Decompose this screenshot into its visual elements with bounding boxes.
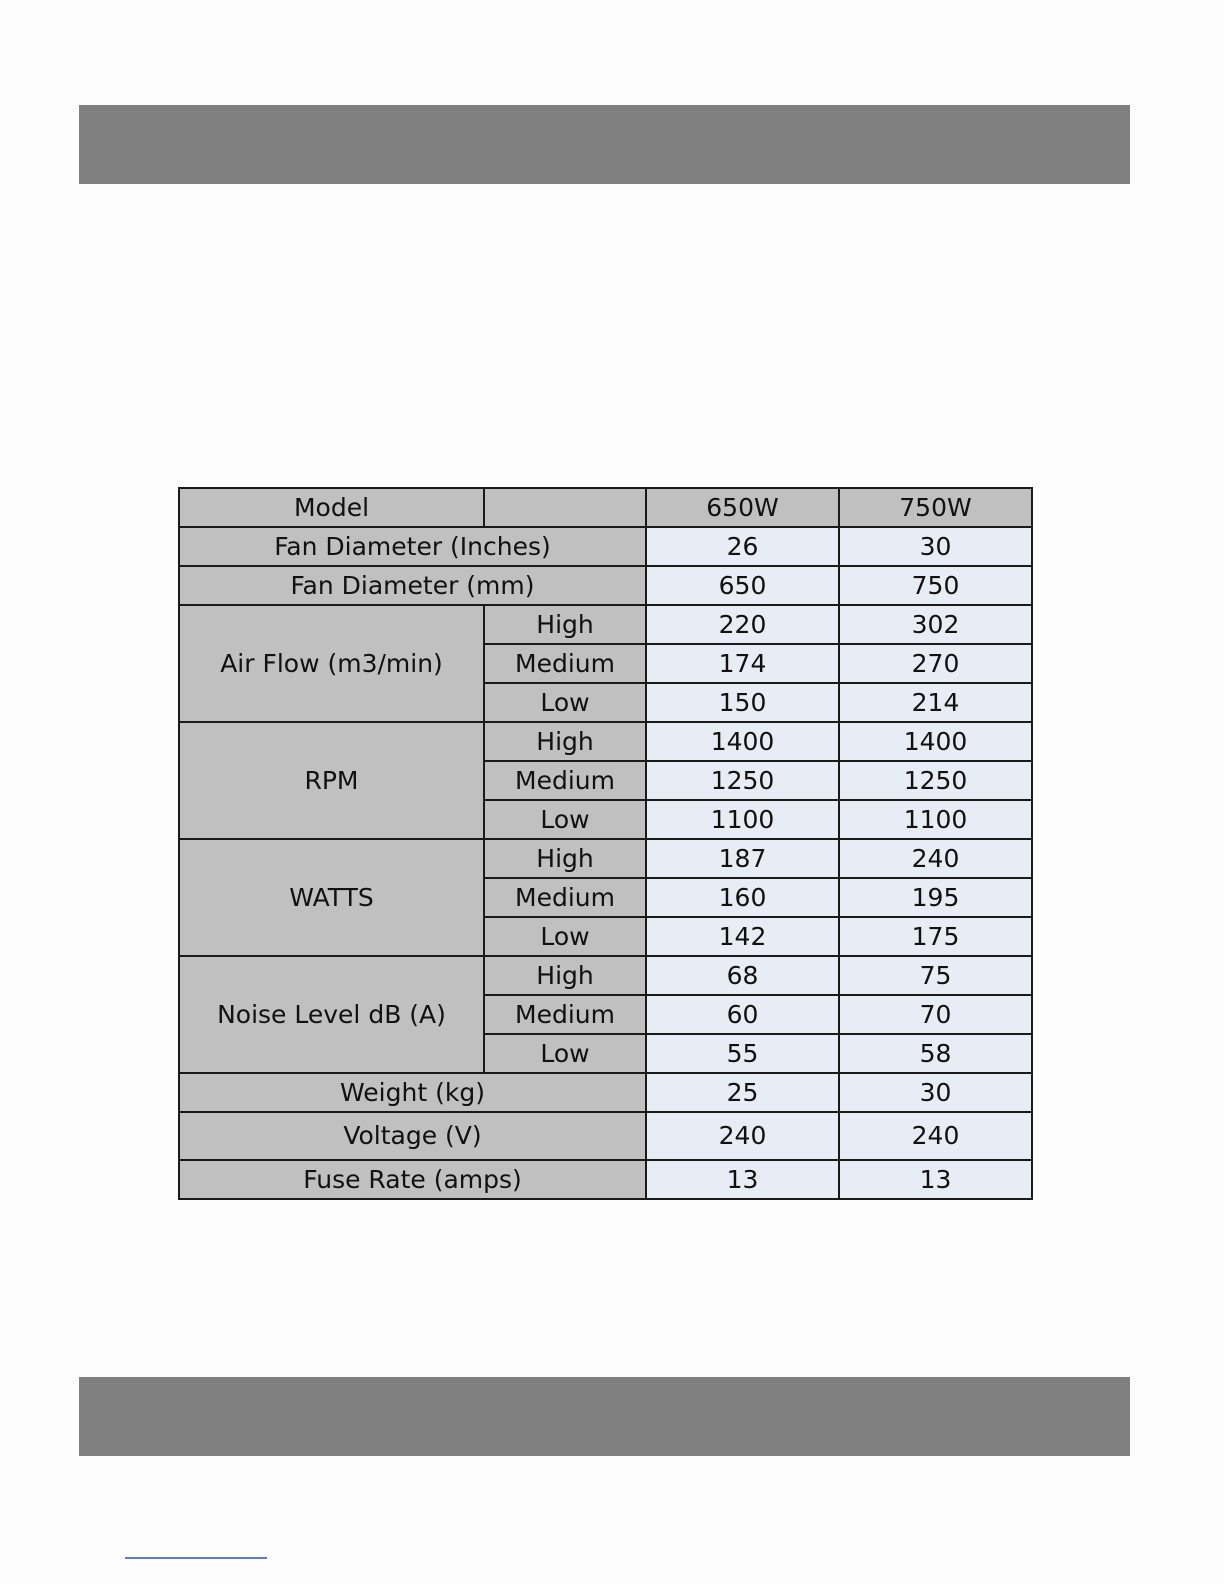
- table-row: [179, 566, 1032, 605]
- cell-650w: 1400: [646, 722, 839, 761]
- model-subheader-cell: [484, 488, 646, 527]
- cell-750w: 30: [839, 527, 1032, 566]
- speed-label: High: [484, 839, 646, 878]
- row-label: Fan Diameter (mm): [179, 566, 646, 605]
- group-label-rpm: RPM: [179, 722, 484, 839]
- row-label: Weight (kg): [179, 1073, 646, 1112]
- cell-750w: 302: [839, 605, 1032, 644]
- group-label-watts: WATTS: [179, 839, 484, 956]
- table-row: [179, 1112, 1032, 1160]
- cell-750w: 1250: [839, 761, 1032, 800]
- table-row: [179, 1073, 1032, 1112]
- cell-650w: 26: [646, 527, 839, 566]
- cell-650w: 142: [646, 917, 839, 956]
- cell-650w: 55: [646, 1034, 839, 1073]
- cell-650w: 1100: [646, 800, 839, 839]
- cell-650w: 220: [646, 605, 839, 644]
- cell-750w: 195: [839, 878, 1032, 917]
- model-650w-header: 650W: [646, 488, 839, 527]
- row-label: Voltage (V): [179, 1112, 646, 1160]
- speed-label: Low: [484, 683, 646, 722]
- cell-750w: 58: [839, 1034, 1032, 1073]
- row-label: Fan Diameter (Inches): [179, 527, 646, 566]
- table-row: [179, 605, 1032, 644]
- speed-label: Medium: [484, 995, 646, 1034]
- group-label-airflow: Air Flow (m3/min): [179, 605, 484, 722]
- table-row: [179, 839, 1032, 878]
- model-750w-header: 750W: [839, 488, 1032, 527]
- table-row: [179, 527, 1032, 566]
- cell-650w: 68: [646, 956, 839, 995]
- cell-650w: 13: [646, 1160, 839, 1199]
- speed-label: Low: [484, 800, 646, 839]
- cell-750w: 175: [839, 917, 1032, 956]
- cell-650w: 1250: [646, 761, 839, 800]
- table-header-row: [179, 488, 1032, 527]
- cell-650w: 160: [646, 878, 839, 917]
- speed-label: Medium: [484, 878, 646, 917]
- cell-650w: 187: [646, 839, 839, 878]
- cell-750w: 13: [839, 1160, 1032, 1199]
- cell-750w: 240: [839, 839, 1032, 878]
- cell-750w: 270: [839, 644, 1032, 683]
- cell-750w: 750: [839, 566, 1032, 605]
- cell-650w: 60: [646, 995, 839, 1034]
- footer-link-underline: [125, 1557, 267, 1559]
- cell-750w: 1100: [839, 800, 1032, 839]
- table-row: [179, 1160, 1032, 1199]
- cell-750w: 75: [839, 956, 1032, 995]
- speed-label: Medium: [484, 761, 646, 800]
- speed-label: High: [484, 605, 646, 644]
- cell-650w: 174: [646, 644, 839, 683]
- cell-650w: 25: [646, 1073, 839, 1112]
- speed-label: Medium: [484, 644, 646, 683]
- cell-750w: 30: [839, 1073, 1032, 1112]
- model-header-cell: Model: [179, 488, 484, 527]
- footer-band: [79, 1377, 1130, 1456]
- cell-650w: 240: [646, 1112, 839, 1160]
- cell-650w: 650: [646, 566, 839, 605]
- group-label-noise: Noise Level dB (A): [179, 956, 484, 1073]
- cell-750w: 70: [839, 995, 1032, 1034]
- row-label: Fuse Rate (amps): [179, 1160, 646, 1199]
- header-band: [79, 105, 1130, 184]
- table-row: [179, 722, 1032, 761]
- cell-750w: 214: [839, 683, 1032, 722]
- speed-label: Low: [484, 917, 646, 956]
- specifications-table: [178, 487, 1033, 1200]
- cell-750w: 240: [839, 1112, 1032, 1160]
- table-row: [179, 956, 1032, 995]
- cell-650w: 150: [646, 683, 839, 722]
- speed-label: Low: [484, 1034, 646, 1073]
- speed-label: High: [484, 956, 646, 995]
- speed-label: High: [484, 722, 646, 761]
- cell-750w: 1400: [839, 722, 1032, 761]
